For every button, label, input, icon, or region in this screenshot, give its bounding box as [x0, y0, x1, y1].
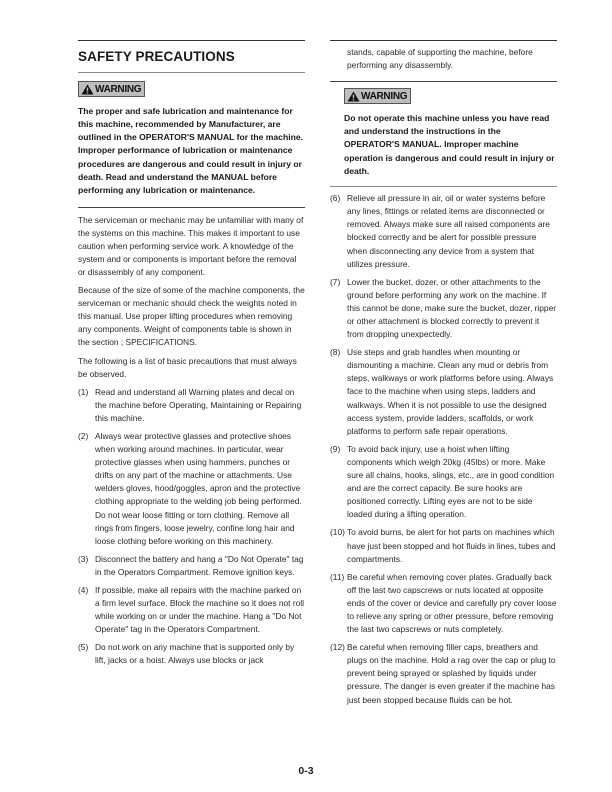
list-item: (6) Relieve all pressure in air, oil or water systems before any lines, fittings or related items are disconnected or removed. Always make sure all raised components are blocked correctly and be alert for possible pressure when disconnecting any device from a system that utilizes pressure. [330, 193, 550, 269]
list-item: (4) If possible, make all repairs with the machine parked on a firm level surface. Block the machine so it does not roll while working on or under the machine. Hang a "Do Not Operate" tag in the Operators Compartment. [78, 585, 305, 635]
list-item: (8) Use steps and grab handles when mounting or dismounting a machine. Clean any mud or debris from steps, walkways or work platforms before using. Always face to the machine when using steps, ladders and walkways. When it is not possible to use the designed access system, provide ladders, scaffolds, or work platforms to perform safe repair operations. [330, 347, 554, 436]
list-item: (1) Read and understand all Warning plates and decal on the machine before Operating, Maintaining or Repairing this machine. [78, 386, 302, 423]
list-item: (3) Disconnect the battery and hang a "Do Not Operate" tag in the Operators Compartment. Remove ignition keys. [78, 553, 304, 577]
continued-item-text: stands, capable of supporting the machine, before performing any disassembly. [347, 47, 533, 71]
page-title: SAFETY PRECAUTIONS [78, 49, 235, 64]
list-item: (12) Be careful when removing filler caps, breathers and plugs on the machine. Hold a rag over the cap or plug to prevent being sprayed or splashed by liquids under pressure. The danger is even greater if the machine has just been stopped because fluids can be hot. [330, 642, 556, 705]
list-item: (5) Do not work on any machine that is supported only by lift, jacks or a hoist. Always use blocks or jack [78, 642, 295, 666]
warning-triangle-icon [81, 84, 94, 95]
intro-paragraph: The following is a list of basic precautions that must always be observed. [78, 355, 297, 379]
warning-paragraph: Improper performance of lubrication or maintenance procedures are dangerous and could result in injury or death. Read and understand the MANUAL before performing any lubrication or maintenance. [78, 145, 302, 196]
warning-text-2: Do not operate this machine unless you have read and understand the instructions in the OPERATOR'S MANUAL. Improper machine operation is dangerous and could result in injury or death. [344, 112, 555, 176]
list-item: (10) To avoid burns, be alert for hot parts on machines which have just been stopped and hot fluids in lines, tubes and compartments. [330, 527, 556, 564]
precautions-list-right [330, 192, 557, 706]
warning-badge-2 [330, 88, 557, 107]
title-rule [78, 72, 305, 73]
left-column [78, 40, 305, 673]
top-rule [330, 40, 557, 41]
warning-text-1 [78, 105, 305, 198]
precautions-list-left [78, 386, 305, 668]
list-item: (2) Always wear protective glasses and protective shoes when working around machines. In particular, wear protective glasses when using hammers, punches or drifts on any part of the machine or attachments. Use welders gloves, hood/goggles, apron and the protective clothing appropriate to the welding job being performed. Do not wear loose fitting or torn clothing. Remove all rings from fingers, loose jewelry, confine long hair and loose clothing before working on this machinery. [78, 430, 302, 546]
warning-triangle-icon [347, 91, 360, 102]
warning-label: WARNING [95, 83, 142, 95]
section-rule [330, 186, 557, 187]
warning-paragraph: The proper and safe lubrication and maintenance for this machine, recommended by Manufacturer, are outlined in the OPERATOR'S MANUAL for the machine. [78, 105, 304, 143]
section-rule [330, 81, 557, 82]
intro-paragraph: The serviceman or mechanic may be unfamiliar with many of the systems on this machine. This makes it important to use caution when performing service work. A knowledge of the system and or components is important before the removal or disassembly of any component. [78, 214, 304, 277]
warning-badge-1 [78, 81, 305, 100]
page-number: 0-3 [298, 765, 314, 777]
section-rule [78, 207, 305, 208]
intro-paragraph: Because of the size of some of the machine components, the serviceman or mechanic should check the weights noted in this manual. Use proper lifting procedures when removing any components. Weight of components table is shown in the section ; SPECIFICATIONS. [78, 285, 305, 348]
warning-label: WARNING [361, 90, 408, 102]
top-rule [78, 40, 305, 41]
right-column [330, 40, 557, 712]
list-item: (11) Be careful when removing cover plates. Gradually back off the last two capscrews or nuts located at opposite ends of the cover or device and carefully pry cover loose to relieve any spring or other pressure, before removing the last two capscrews or nuts completely. [330, 571, 557, 635]
list-item: (9) To avoid back injury, use a hoist when lifting components which weigh 20kg (45lbs) or more. Make sure all chains, hooks, slings, etc., are in good condition and are the correct capacity. Be sure hooks are positioned correctly. Lifting eyes are not to be side loaded during a lifting operation. [330, 443, 555, 520]
list-item: (7) Lower the bucket, dozer, or other attachments to the ground before performing any work on the machine. If this cannot be done, make sure the bucket, dozer, ripper or other attachment is blocked correctly to prevent it from dropping unexpectedly. [330, 276, 557, 340]
